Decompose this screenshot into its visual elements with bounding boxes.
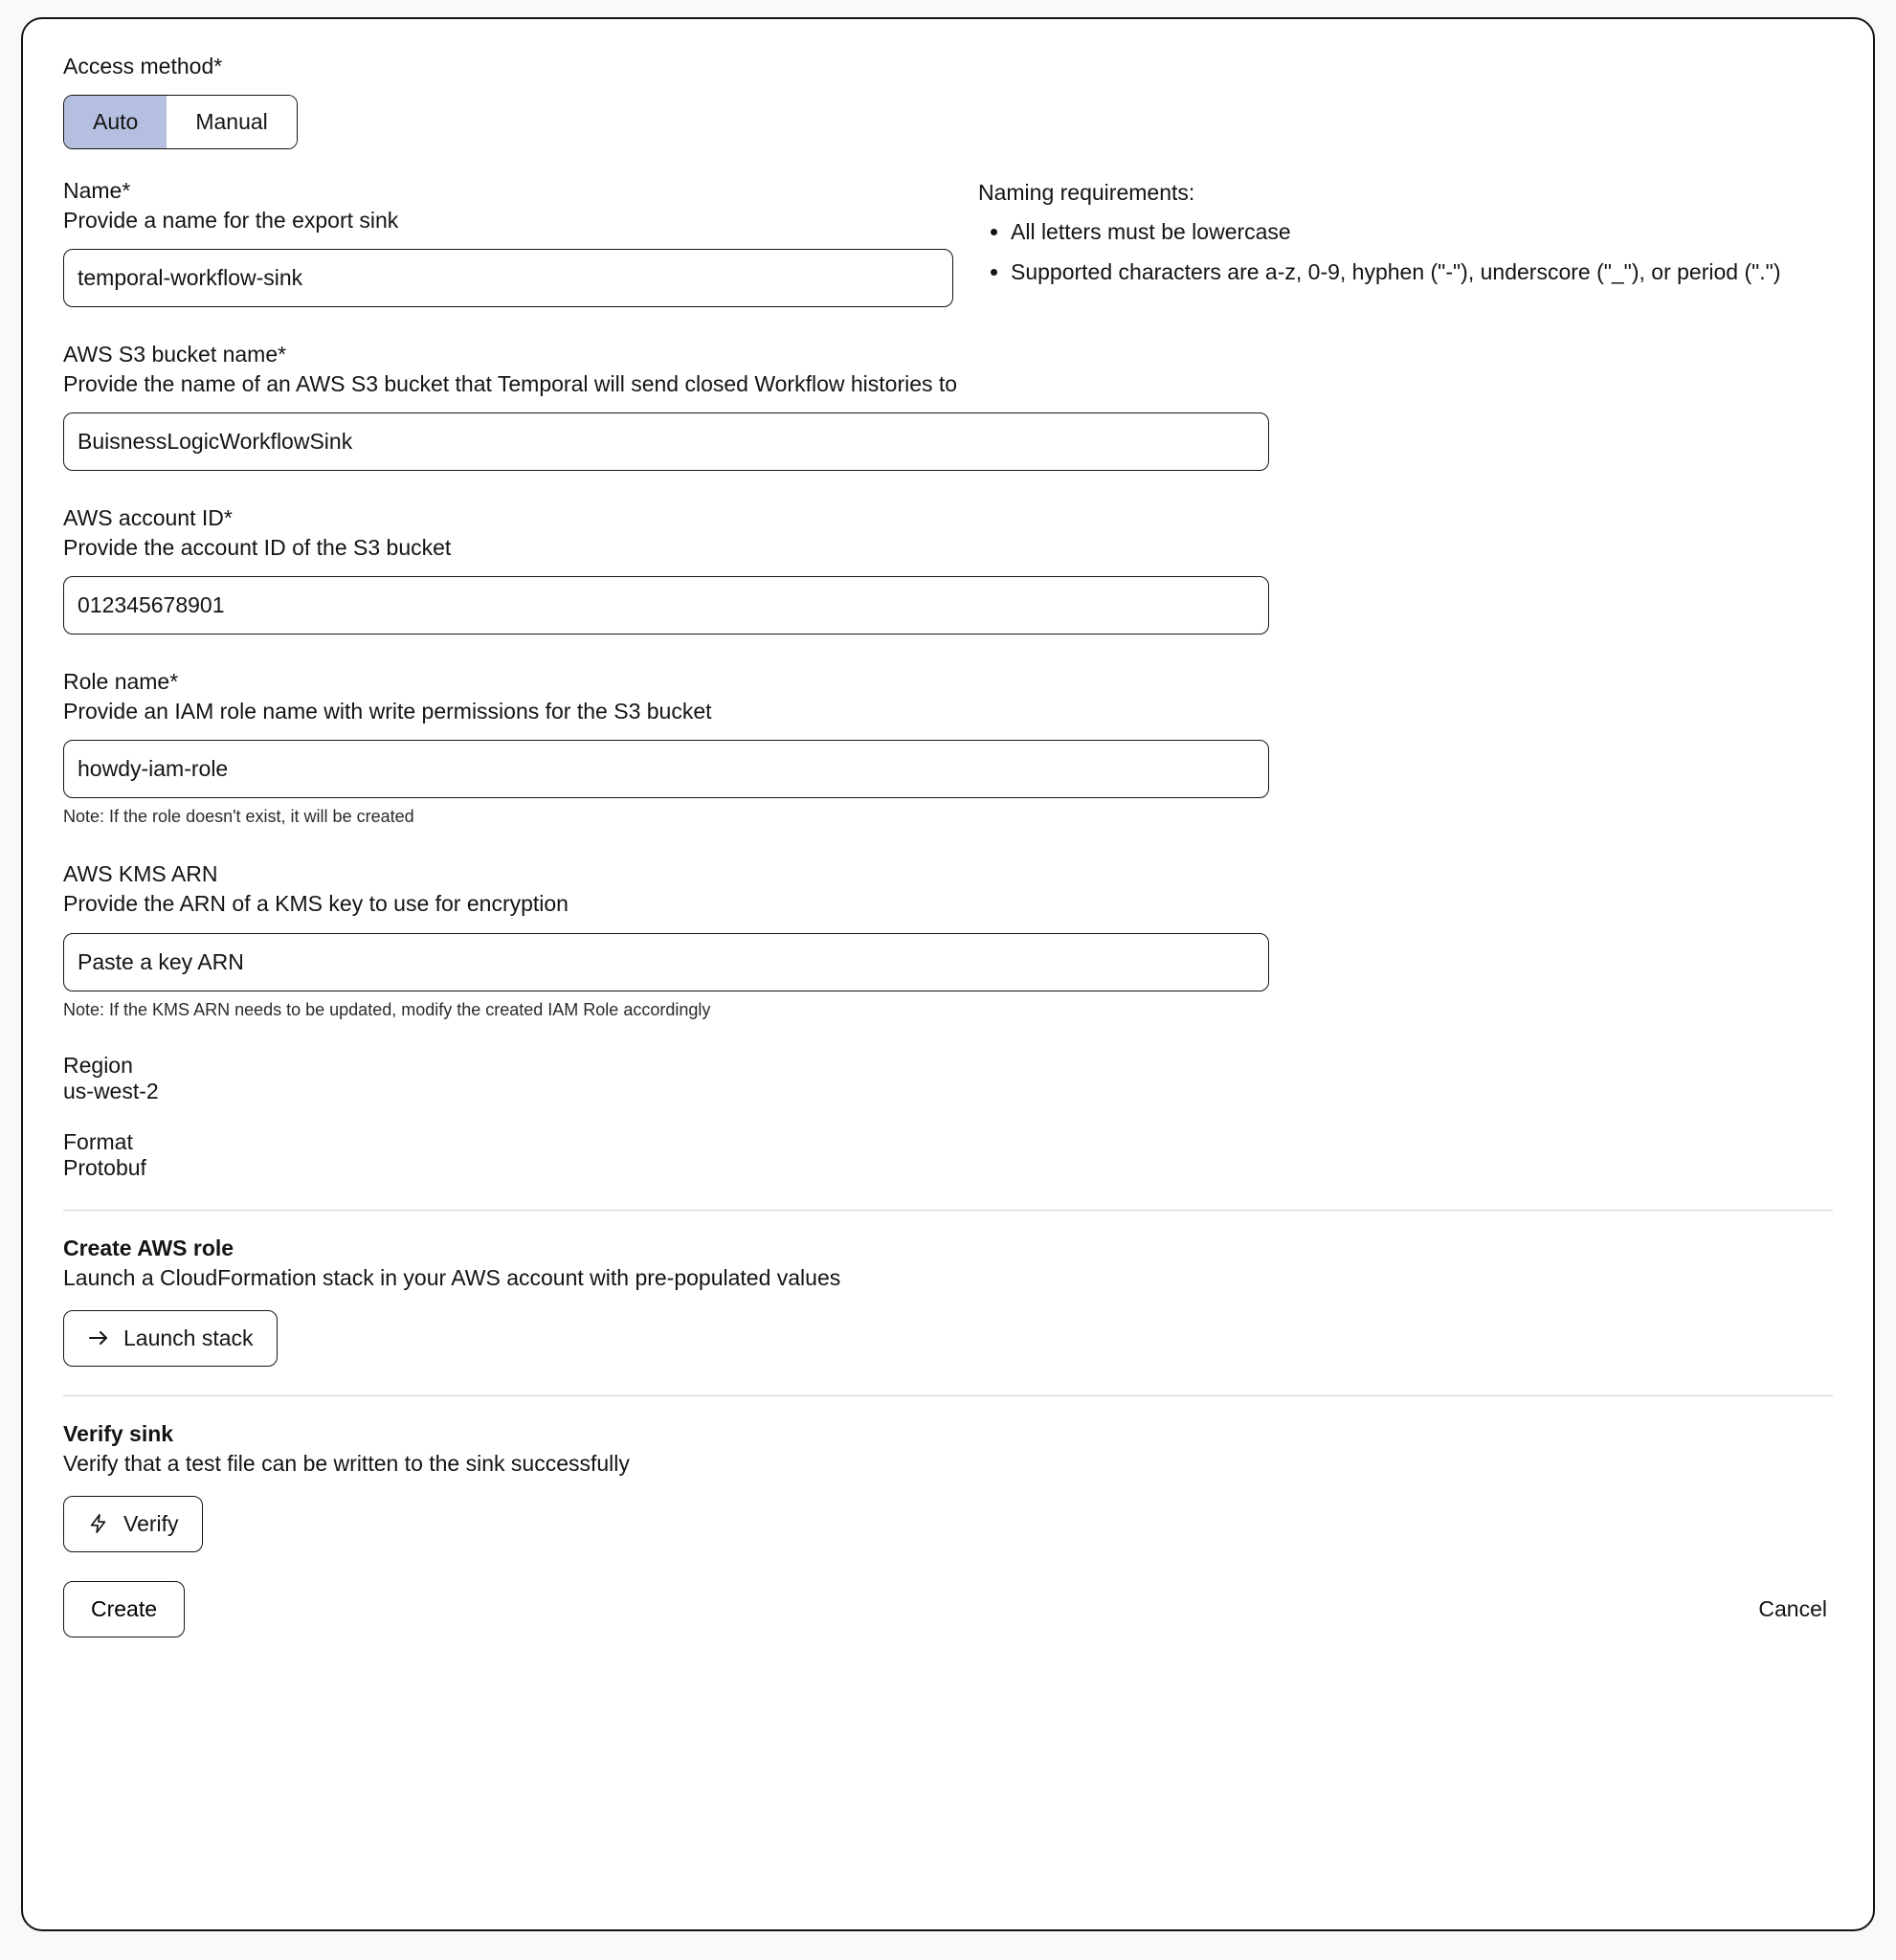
account-id-description: Provide the account ID of the S3 bucket <box>63 535 452 561</box>
export-sink-form-card <box>21 17 1875 1931</box>
naming-requirements-list <box>978 215 1833 289</box>
verify-sink-description: Verify that a test file can be written to the sink successfully <box>63 1450 630 1476</box>
account-id-label: AWS account ID* <box>63 505 233 531</box>
format-field <box>63 1129 1833 1181</box>
role-name-input[interactable] <box>63 740 1269 798</box>
verify-label: Verify <box>123 1510 179 1536</box>
launch-stack-label: Launch stack <box>123 1325 254 1350</box>
name-label: Name* <box>63 178 131 204</box>
role-name-label: Role name* <box>63 669 179 695</box>
access-method-option-auto[interactable]: Auto <box>64 96 167 148</box>
kms-arn-note: Note: If the KMS ARN needs to be updated, modify the created IAM Role accordingly <box>63 999 711 1019</box>
role-name-note: Note: If the role doesn't exist, it will be created <box>63 807 414 827</box>
role-name-field <box>63 667 1833 827</box>
divider <box>63 1395 1833 1396</box>
naming-requirement-item: • Supported characters are a-z, 0-9, hyphen ("-"), underscore ("_"), or period (".") <box>1011 256 1833 290</box>
create-button[interactable]: Create <box>63 1581 185 1637</box>
bucket-name-input[interactable] <box>63 412 1269 471</box>
name-description: Provide a name for the export sink <box>63 208 399 234</box>
naming-requirement-item: • All letters must be lowercase <box>1011 215 1833 250</box>
access-method-toggle[interactable] <box>63 95 298 149</box>
format-value: Protobuf <box>63 1154 146 1180</box>
naming-requirements <box>978 176 1833 295</box>
bucket-name-field <box>63 340 1833 471</box>
launch-stack-button[interactable] <box>63 1310 278 1367</box>
lightning-bolt-icon <box>87 1512 110 1535</box>
kms-arn-input[interactable] <box>63 933 1269 991</box>
format-label: Format <box>63 1128 133 1154</box>
region-label: Region <box>63 1052 133 1078</box>
kms-arn-label: AWS KMS ARN <box>63 861 218 887</box>
region-value: us-west-2 <box>63 1078 159 1103</box>
kms-arn-field <box>63 859 1833 1019</box>
account-id-field <box>63 503 1833 635</box>
cancel-button[interactable]: Cancel <box>1752 1595 1833 1623</box>
form-footer <box>63 1581 1833 1637</box>
access-method-option-manual[interactable]: Manual <box>167 96 296 148</box>
access-method-field <box>63 52 1833 149</box>
verify-sink-title: Verify sink <box>63 1420 174 1446</box>
access-method-label: Access method* <box>63 54 223 78</box>
role-name-description: Provide an IAM role name with write permissions for the S3 bucket <box>63 699 712 724</box>
bucket-name-label: AWS S3 bucket name* <box>63 342 287 368</box>
name-and-requirements-row <box>63 176 1833 307</box>
naming-requirements-title: Naming requirements: <box>978 180 1195 206</box>
create-aws-role-description: Launch a CloudFormation stack in your AWS account with pre-populated values <box>63 1264 841 1290</box>
arrow-right-icon <box>87 1326 110 1349</box>
create-aws-role-section <box>63 1236 1833 1367</box>
name-input[interactable] <box>63 249 953 307</box>
create-aws-role-title: Create AWS role <box>63 1235 234 1260</box>
verify-sink-section <box>63 1421 1833 1552</box>
account-id-input[interactable] <box>63 576 1269 635</box>
verify-button[interactable] <box>63 1496 203 1552</box>
divider <box>63 1210 1833 1211</box>
region-field <box>63 1053 1833 1104</box>
kms-arn-description: Provide the ARN of a KMS key to use for encryption <box>63 891 569 917</box>
name-field <box>63 176 953 307</box>
bucket-name-description: Provide the name of an AWS S3 bucket that Temporal will send closed Workflow histories to <box>63 371 958 397</box>
